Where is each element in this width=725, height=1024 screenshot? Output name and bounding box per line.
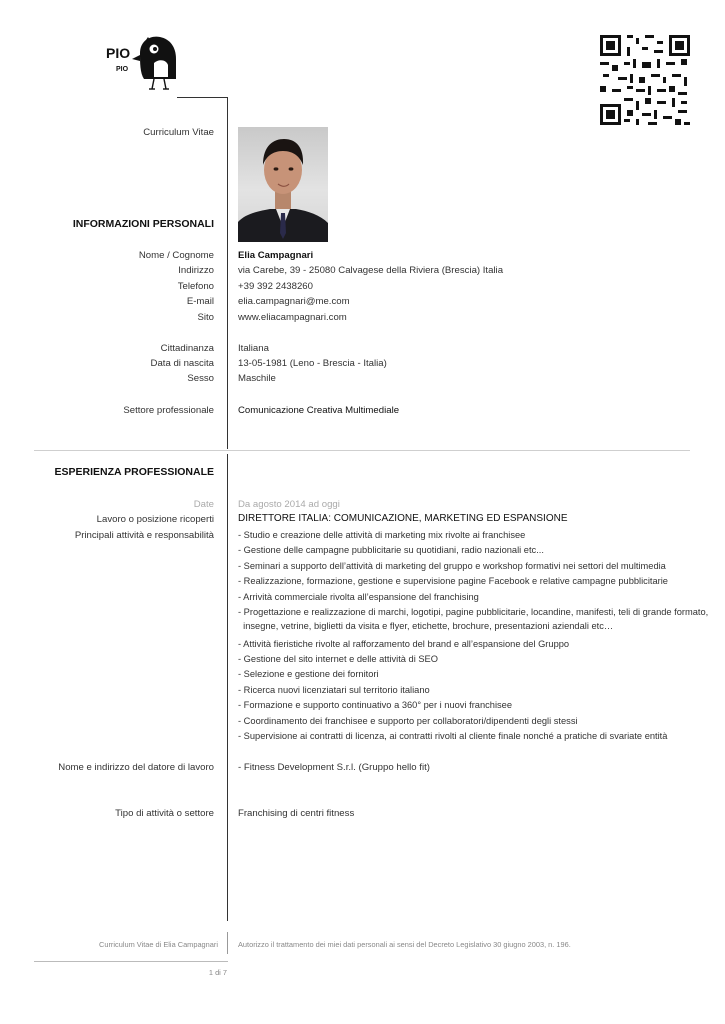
activity-item: - Formazione e supporto continuativo a 360° per i nuovi franchisee — [238, 700, 512, 710]
employer-label: Nome e indirizzo del datore di lavoro — [58, 762, 214, 773]
left-rule-bottom — [227, 454, 228, 921]
activity-item: insegne, vetrine, biglietti da visita e flyer, etichette, brochure, presentazioni aziendali etc… — [238, 621, 614, 631]
activities-label: Principali attività e responsabilità — [74, 530, 214, 541]
person-silhouette-icon — [238, 127, 328, 242]
name-value: Elia Campagnari — [238, 250, 314, 261]
left-rule-top — [227, 97, 228, 449]
website-label: Sito — [197, 312, 214, 323]
logo-text-big: PIO — [106, 45, 131, 61]
position-value: DIRETTORE ITALIA: COMUNICAZIONE, MARKETING ED ESPANSIONE — [238, 513, 568, 524]
logo-rule — [177, 97, 228, 98]
sector-value: Comunicazione Creativa Multimediale — [238, 405, 400, 416]
gender-label: Sesso — [187, 373, 214, 384]
activity-item: - Coordinamento dei franchisee e supporto per collaboratori/dipendenti degli stessi — [238, 716, 578, 726]
birthdate-label: Data di nascita — [150, 358, 214, 369]
personal-info-heading: INFORMAZIONI PERSONALI — [72, 218, 214, 230]
position-label: Lavoro o posizione ricoperti — [96, 514, 214, 525]
cv-title: Curriculum Vitae — [143, 127, 214, 138]
experience-heading: ESPERIENZA PROFESSIONALE — [54, 466, 214, 478]
activity-item: - Studio e creazione delle attività di marketing mix rivolte ai franchisee — [238, 530, 526, 540]
address-value: via Carebe, 39 - 25080 Calvagese della Riviera (Brescia) Italia — [238, 265, 504, 276]
date-value: Da agosto 2014 ad oggi — [238, 499, 340, 510]
footer-divider — [34, 961, 228, 962]
employer-value: - Fitness Development S.r.l. (Gruppo hello fit) — [238, 762, 430, 773]
email-link[interactable]: elia.campagnari@me.com — [238, 296, 350, 307]
activity-type-value: Franchising di centri fitness — [238, 808, 355, 819]
logo — [104, 33, 180, 93]
activity-item: - Selezione e gestione dei fornitori — [238, 669, 379, 679]
profile-photo — [238, 127, 328, 242]
activity-item: - Arrività commerciale rivolta all’espansione del franchising — [238, 592, 479, 602]
activity-item: - Gestione delle campagne pubblicitarie su quotidiani, radio nazionali etc... — [238, 545, 544, 555]
citizenship-value: Italiana — [238, 343, 269, 354]
footer-rule — [227, 932, 228, 954]
logo-text-small: PIO — [116, 66, 129, 73]
phone-label: Telefono — [177, 281, 214, 292]
birthdate-value: 13-05-1981 (Leno - Brescia - Italia) — [238, 358, 387, 369]
activity-item: - Ricerca nuovi licenziatari sul territorio italiano — [238, 685, 430, 695]
activity-item: - Progettazione e realizzazione di marchi, logotipi, pagine pubblicitarie, locandine, manifesti, teli di grande formato, — [238, 607, 709, 617]
address-label: Indirizzo — [178, 265, 214, 276]
website-link[interactable]: www.eliacampagnari.com — [238, 312, 347, 323]
activity-type-label: Tipo di attività o settore — [115, 808, 214, 819]
email-label: E-mail — [186, 296, 214, 307]
activity-item: - Realizzazione, formazione, gestione e supervisione pagine Facebook e relative campagne pubblicitarie — [238, 576, 668, 586]
bird-logo-icon — [132, 33, 180, 91]
footer-privacy-text: Autorizzo il trattamento dei miei dati personali ai sensi del Decreto Legislativo 30 giugno 2003, n. 196. — [238, 940, 571, 949]
activity-item: - Attività fieristiche rivolte al rafforzamento del brand e all’espansione del Gruppo — [238, 639, 570, 649]
sector-label: Settore professionale — [123, 405, 214, 416]
activity-item: - Gestione del sito internet e delle attività di SEO — [238, 654, 438, 664]
footer-left-text: Curriculum Vitae di Elia Campagnari — [99, 940, 218, 949]
page-number: 1 di 7 — [208, 968, 227, 977]
activity-item: - Seminari a supporto dell’attività di marketing del gruppo e workshop formativi nei settori del multimedia — [238, 561, 666, 571]
date-label: Date — [193, 499, 214, 510]
name-label: Nome / Cognome — [138, 250, 214, 261]
activity-item: - Supervisione ai contratti di licenza, ai contratti rivolti al cliente finale nonché a pratiche di svariate entità — [238, 731, 668, 741]
gender-value: Maschile — [238, 373, 276, 384]
phone-value: +39 392 2438260 — [238, 281, 313, 292]
citizenship-label: Cittadinanza — [160, 343, 214, 354]
qr-code-icon — [600, 35, 690, 125]
section-divider — [34, 450, 690, 451]
